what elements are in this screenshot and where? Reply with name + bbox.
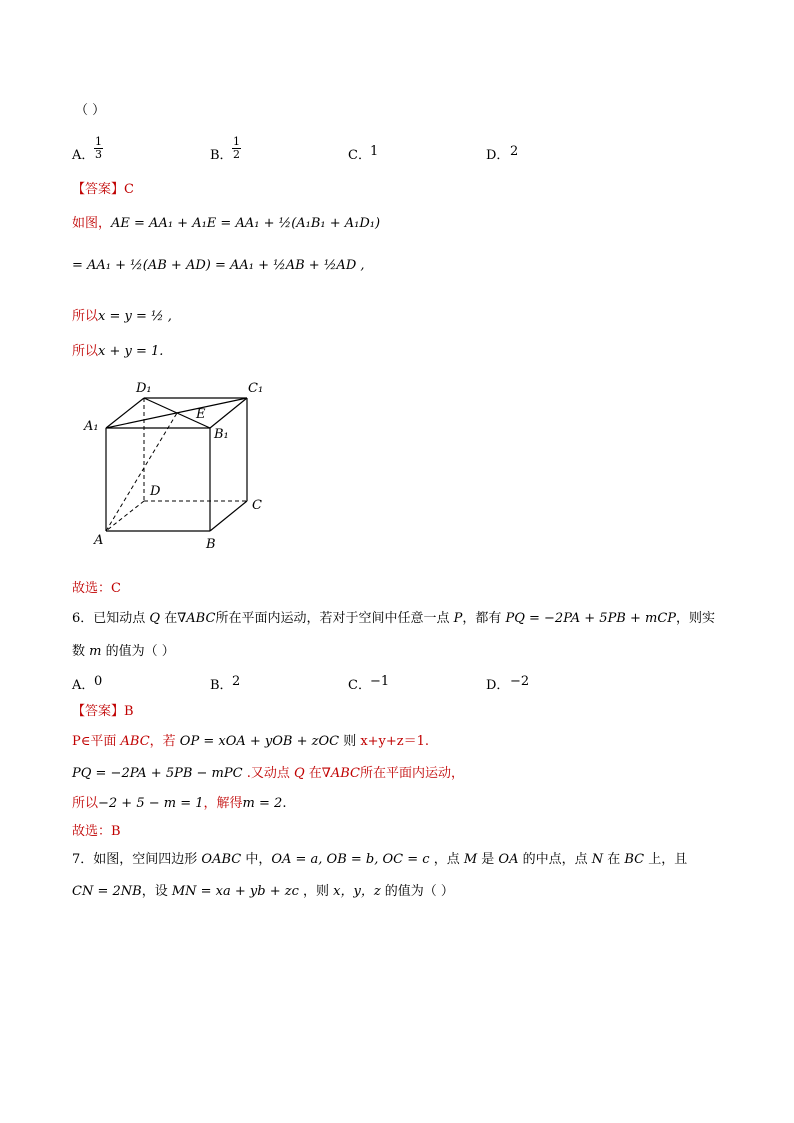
label-C: C bbox=[252, 498, 262, 513]
q5-solution-line4 bbox=[72, 340, 163, 359]
q6-option-d-label: D． bbox=[486, 678, 510, 693]
q6-options bbox=[72, 674, 672, 692]
label-E: E bbox=[196, 407, 206, 422]
q6-option-a-label: A． bbox=[72, 678, 95, 693]
q6-stem-line2: 数 m 的值为（ ） bbox=[72, 644, 175, 659]
label-C1: C₁ bbox=[248, 381, 264, 396]
q6-stem-line1: 6．已知动点 Q 在∇ABC所在平面内运动，若对于空间中任意一点 P，都有 PQ = −2PA + 5PB + mCP，则实 bbox=[72, 611, 716, 626]
q5-option-a-frac bbox=[94, 136, 103, 161]
q5-option-d-value: 2 bbox=[510, 144, 519, 159]
q5-result: 故选：C bbox=[72, 581, 121, 596]
frac-den: 2 bbox=[233, 148, 240, 161]
solution-math: x = y = ½ , bbox=[98, 309, 172, 324]
q6-solution-line2: PQ = −2PA + 5PB − mPC .又动点 Q 在∇ABC所在平面内运动， bbox=[72, 766, 465, 781]
label-D1: D₁ bbox=[136, 381, 152, 396]
q5-option-b-label: B． bbox=[210, 148, 233, 163]
q5-answer bbox=[72, 178, 134, 197]
q6-option-d-value: −2 bbox=[510, 674, 530, 689]
label-B1: B₁ bbox=[214, 427, 229, 442]
solution-prefix: 所以 bbox=[72, 309, 99, 324]
q5-option-c-value: 1 bbox=[370, 144, 379, 159]
q6-option-b-value: 2 bbox=[232, 674, 241, 689]
q5-option-b-frac bbox=[232, 136, 241, 161]
label-A1: A₁ bbox=[84, 419, 99, 434]
q6-option-c-label: C． bbox=[348, 678, 371, 693]
label-A: A bbox=[94, 533, 104, 548]
label-D: D bbox=[150, 484, 161, 499]
q6-option-b-label: B． bbox=[210, 678, 233, 693]
hidden-edge-da bbox=[106, 501, 144, 531]
q6-solution-line1: P∈平面 ABC，若 OP = xOA + yOB + zOC 则 x+y+z＝1. bbox=[72, 734, 430, 749]
q6-answer: 【答案】B bbox=[72, 704, 134, 719]
q7-stem-line2: CN = 2NB，设 MN = xa + yb + zc ，则 x，y，z 的值为（ ） bbox=[72, 884, 454, 899]
q7-stem-line1: 7．如图，空间四边形 OABC 中，OA = a, OB = b, OC = c ，点 M 是 OA 的中点，点 N 在 BC 上，且 bbox=[72, 852, 688, 867]
answer-value: C bbox=[124, 182, 134, 197]
q6-result: 故选：B bbox=[72, 824, 121, 839]
edge-cb bbox=[210, 501, 247, 531]
q5-solution-line2: = AA₁ + ½(AB + AD) = AA₁ + ½AB + ½AD , bbox=[72, 258, 365, 273]
q5-option-d-label: D． bbox=[486, 148, 510, 163]
solution-prefix: 所以 bbox=[72, 344, 99, 359]
q5-option-a-label: A． bbox=[72, 148, 95, 163]
q5-option-c-label: C． bbox=[348, 148, 371, 163]
q5-solution-line1 bbox=[72, 212, 380, 231]
q5-solution-line3 bbox=[72, 305, 172, 324]
q6-option-a-value: 0 bbox=[94, 674, 103, 689]
label-B: B bbox=[206, 537, 216, 552]
solution-math: AE = AA₁ + A₁E = AA₁ + ½(A₁B₁ + A₁D₁) bbox=[111, 216, 381, 231]
question-paren: （ ） bbox=[75, 103, 106, 118]
frac-den: 3 bbox=[95, 148, 102, 161]
frac-num: 1 bbox=[233, 135, 240, 148]
frac-num: 1 bbox=[95, 135, 102, 148]
q6-solution-line3: 所以−2 + 5 − m = 1，解得m = 2. bbox=[72, 796, 287, 811]
q6-option-c-value: −1 bbox=[370, 674, 390, 689]
cube-figure bbox=[82, 376, 282, 556]
hidden-line-ae bbox=[106, 413, 177, 531]
answer-tag: 【答案】 bbox=[72, 182, 125, 197]
solution-math: x + y = 1. bbox=[98, 344, 164, 359]
solution-intro: 如图， bbox=[72, 216, 112, 231]
